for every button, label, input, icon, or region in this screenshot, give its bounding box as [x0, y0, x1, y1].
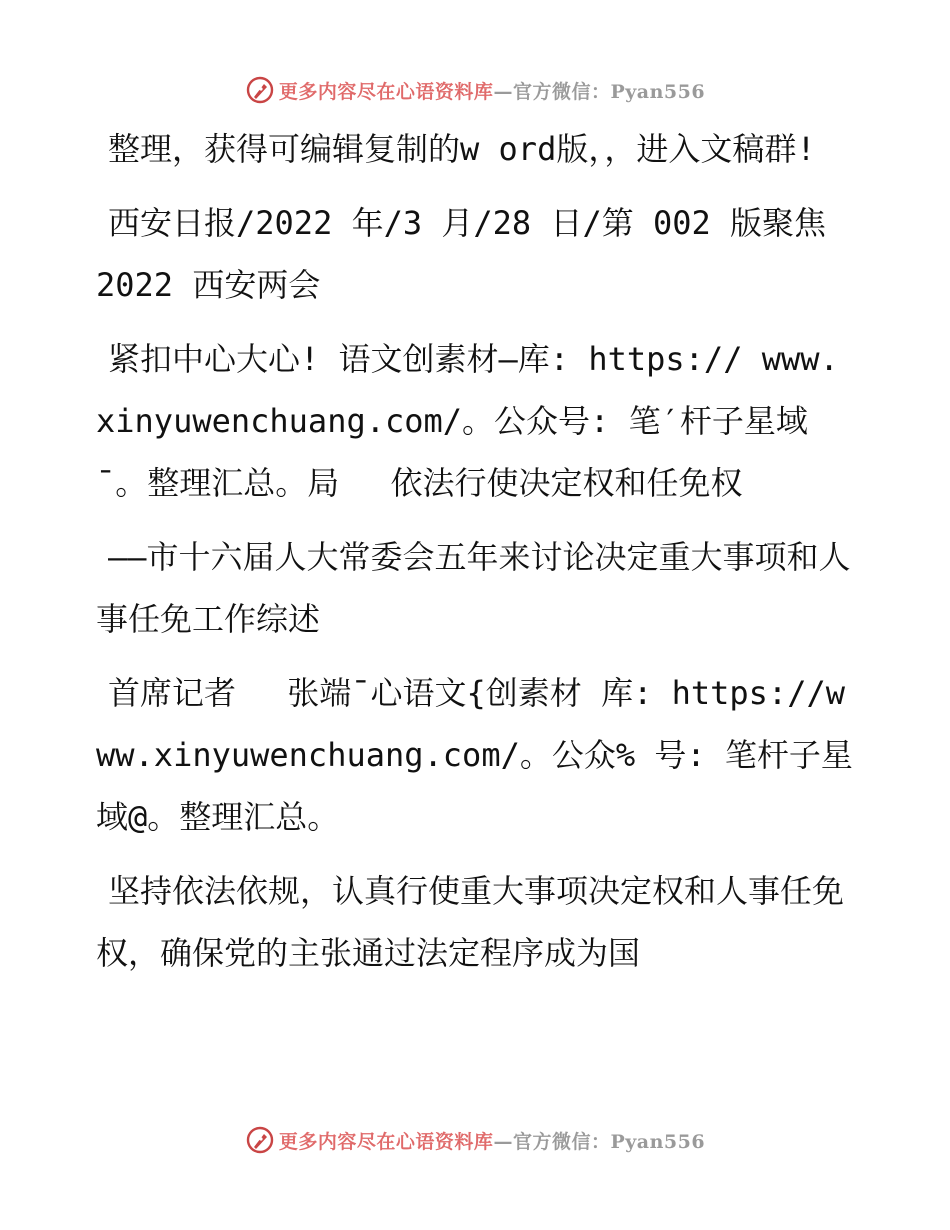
paragraph-headline: 紧扣中心大心! 语文创素材—库: https:// www.xinyuwenchuang.com/。公众号: 笔′杆子星域¯。整理汇总。局 依法行使决定权和任免权: [96, 340, 839, 502]
paragraph-intro: 整理，获得可编辑复制的w ord版，，进入文稿群!: [108, 130, 816, 168]
document-body: [96, 118, 856, 996]
paragraph-byline: 首席记者 张端¯心语文{创素材 库: https://www.xinyuwenchuang.com/。公众% 号: 笔杆子星域@。整理汇总。: [96, 674, 853, 836]
watermark-text: 更多内容尽在心语资料库—官方微信：Pyan556: [278, 80, 706, 103]
watermark-header: [0, 70, 950, 110]
pen-nib-circle-icon: [245, 1125, 275, 1155]
watermark-text: 更多内容尽在心语资料库—官方微信：Pyan556: [278, 1130, 706, 1153]
paragraph-source: 西安日报/2022 年/3 月/28 日/第 002 版聚焦 2022 西安两会: [96, 204, 846, 304]
watermark-footer: [0, 1120, 950, 1160]
pen-nib-circle-icon: [245, 75, 275, 105]
paragraph-body: 坚持依法依规，认真行使重大事项决定权和人事任免权，确保党的主张通过法定程序成为国: [96, 872, 845, 972]
paragraph-subtitle: ——市十六届人大常委会五年来讨论决定重大事项和人事任免工作综述: [96, 538, 851, 638]
